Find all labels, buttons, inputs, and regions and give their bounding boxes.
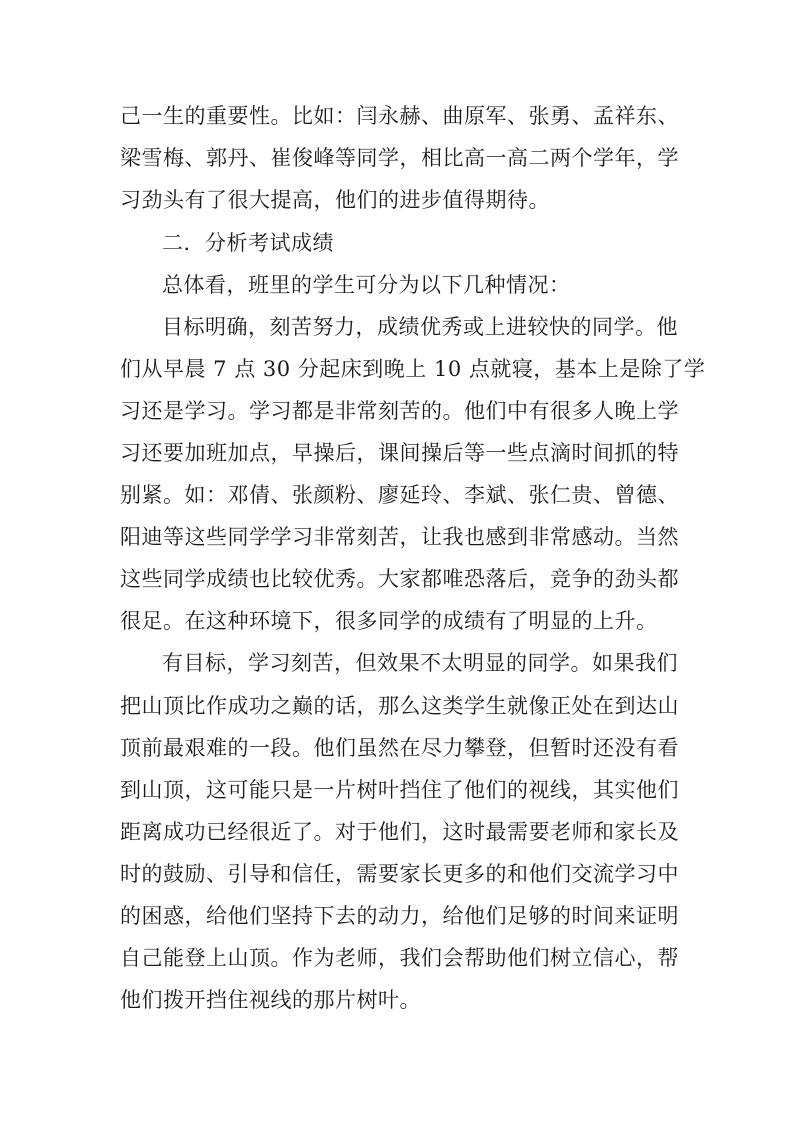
text-line: 习劲头有了很大提高，他们的进步值得期待。 [120,188,550,212]
text-line: 把山顶比作成功之巅的话，那么这类学生就像正处在到达山 [120,694,679,718]
text-line: 别紧。如：邓倩、张颜粉、廖延玲、李斌、张仁贵、曾德、 [120,483,679,507]
text-line: 他们拨开挡住视线的那片树叶。 [120,988,421,1012]
paragraph-first-line: 总体看，班里的学生可分为以下几种情况： [162,273,571,297]
text-line: 距离成功已经很近了。对于他们，这时最需要老师和家长及 [120,820,679,844]
text-line: 这些同学成绩也比较优秀。大家都唯恐落后，竞争的劲头都 [120,567,679,591]
text-line: 习还要加班加点，早操后，课间操后等一些点滴时间抓的特 [120,441,679,465]
text-line: 习还是学习。学习都是非常刻苦的。他们中有很多人晚上学 [120,399,679,423]
text-line: 时的鼓励、引导和信任，需要家长更多的和他们交流学习中 [120,862,679,886]
text-line: 阳迪等这些同学学习非常刻苦，让我也感到非常感动。当然 [120,525,679,549]
text-line: 到山顶，这可能只是一片树叶挡住了他们的视线，其实他们 [120,778,679,802]
paragraph-first-line: 有目标，学习刻苦，但效果不太明显的同学。如果我们 [162,651,678,675]
text-line: 很足。在这种环境下，很多同学的成绩有了明显的上升。 [120,609,658,633]
text-line: 梁雪梅、郭丹、崔俊峰等同学，相比高一高二两个学年，学 [120,146,679,170]
section-heading: 二．分析考试成绩 [162,231,334,255]
paragraph-first-line: 目标明确，刻苦努力，成绩优秀或上进较快的同学。他 [162,315,678,339]
text-line: 己一生的重要性。比如：闫永赫、曲原军、张勇、孟祥东、 [120,104,679,128]
text-line: 的困惑，给他们坚持下去的动力，给他们足够的时间来证明 [120,904,679,928]
text-line: 自己能登上山顶。作为老师，我们会帮助他们树立信心，帮 [120,946,679,970]
text-line: 们从早晨 7 点 30 分起床到晚上 10 点就寝，基本上是除了学 [120,357,706,381]
text-line: 顶前最艰难的一段。他们虽然在尽力攀登，但暂时还没有看 [120,736,679,760]
